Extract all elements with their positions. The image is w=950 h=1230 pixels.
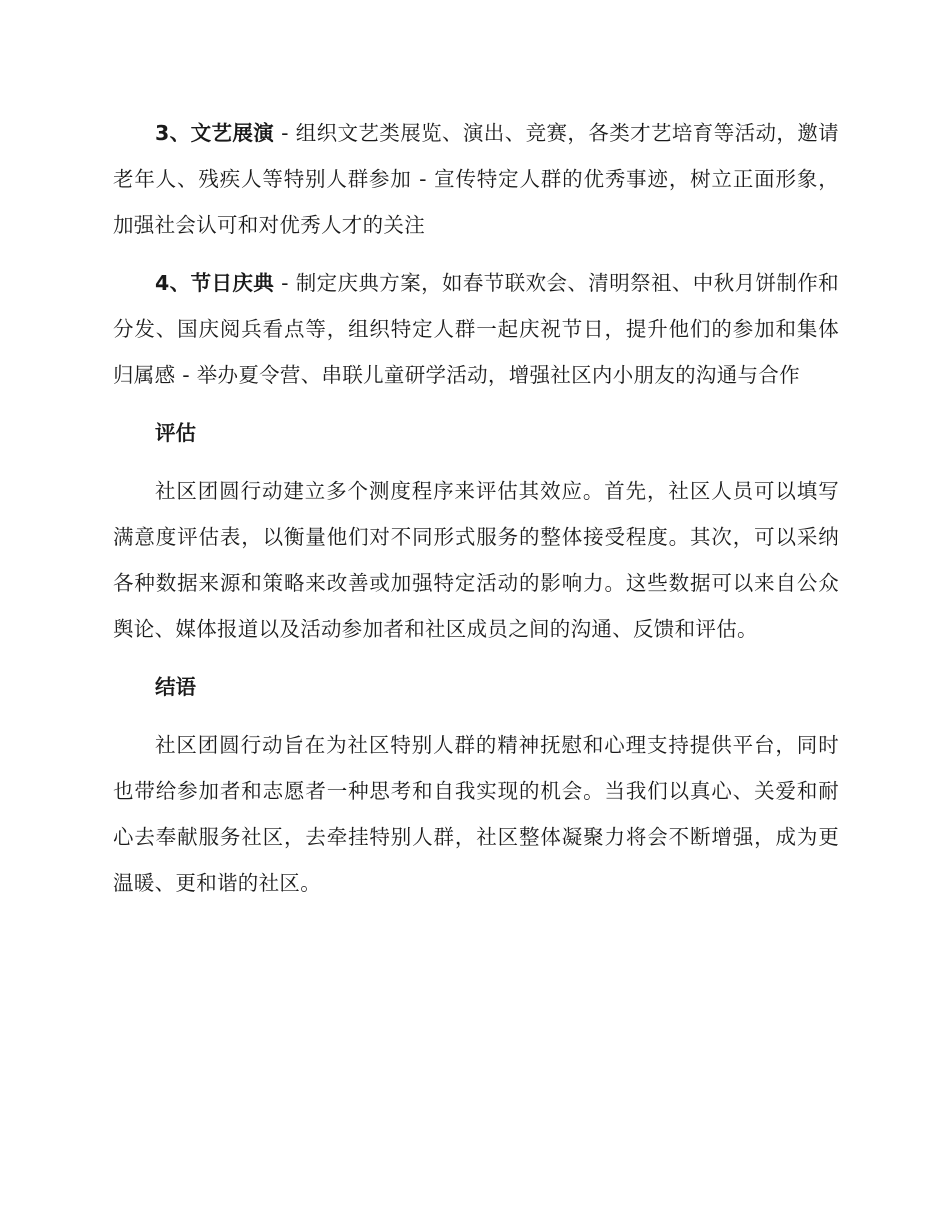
evaluation-heading: 评估 xyxy=(155,421,196,445)
evaluation-body: 社区团圆行动建立多个测度程序来评估其效应。首先，社区人员可以填写满意度评估表，以衡量他们对不同形式服务的整体接受程度。其次，可以采纳各种数据来源和策略来改善或加强特定活动的影响力。这些数据可以来自公众舆论、媒体报道以及活动参加者和社区成员之间的沟通、反馈和评估。 xyxy=(113,479,839,641)
spacer xyxy=(113,652,839,664)
spacer xyxy=(113,710,839,722)
section-text: - 组织文艺类展览、演出、竞赛，各类才艺培育等活动，邀请老年人、残疾人等特别人群参加 - 宣传特定人群的优秀事迹，树立正面形象，加强社会认可和对优秀人才的关注 xyxy=(113,121,839,237)
document-page xyxy=(113,110,839,906)
section-label: 4、节日庆典 xyxy=(155,271,275,295)
section-arts-performance xyxy=(113,110,839,248)
spacer xyxy=(113,456,839,468)
section-label: 3、文艺展演 xyxy=(155,121,275,145)
spacer xyxy=(113,398,839,410)
conclusion-body: 社区团圆行动旨在为社区特别人群的精神抚慰和心理支持提供平台，同时也带给参加者和志愿者一种思考和自我实现的机会。当我们以真心、关爱和耐心去奉献服务社区，去牵挂特别人群，社区整体凝聚力将会不断增强，成为更温暖、更和谐的社区。 xyxy=(113,733,839,895)
conclusion-heading: 结语 xyxy=(155,675,196,699)
spacer xyxy=(113,248,839,260)
section-text: - 制定庆典方案，如春节联欢会、清明祭祖、中秋月饼制作和分发、国庆阅兵看点等，组织特定人群一起庆祝节日，提升他们的参加和集体归属感 - 举办夏令营、串联儿童研学活动，增强社区内小朋友的沟通与合作 xyxy=(113,271,839,387)
section-festival-celebration xyxy=(113,260,839,398)
